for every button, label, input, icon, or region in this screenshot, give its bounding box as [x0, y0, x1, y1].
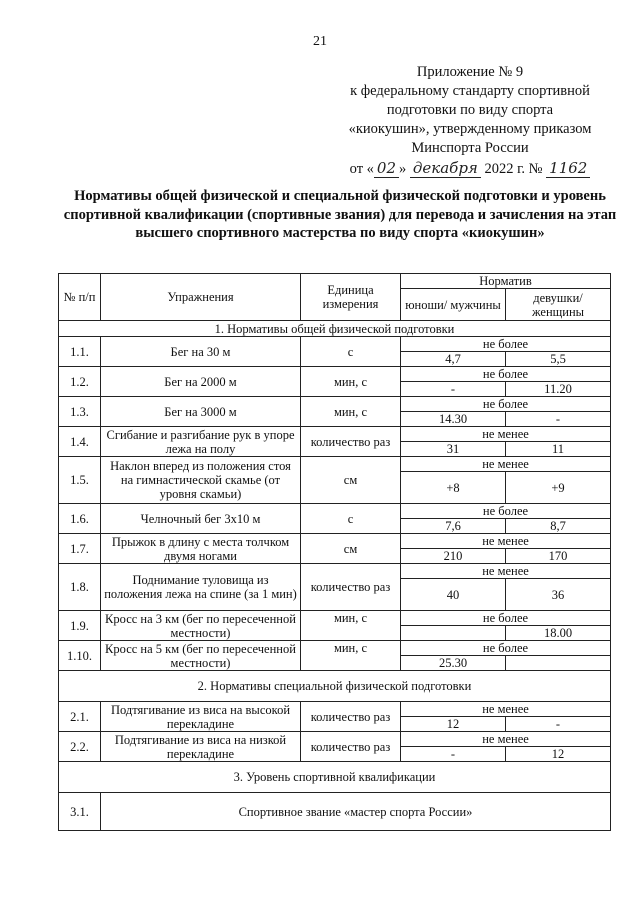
row-condition: не более [401, 641, 611, 656]
row-unit: количество раз [301, 702, 401, 732]
page-number: 21 [313, 34, 327, 49]
row-num: 1.5. [59, 457, 101, 504]
handwritten-order-number: 1162 [546, 159, 590, 178]
row-exercise: Бег на 3000 м [101, 397, 301, 427]
section-title: 1. Нормативы общей физической подготовки [59, 321, 611, 337]
row-exercise: Кросс на 5 км (бег по пересеченной местности) [101, 641, 301, 671]
date-mid: » [399, 161, 407, 177]
row-exercise: Подтягивание из виса на низкой перекладине [101, 732, 301, 762]
row-unit: мин, с [301, 611, 401, 641]
row-unit: с [301, 504, 401, 534]
header-num: № п/п [59, 274, 101, 321]
row-unit: см [301, 534, 401, 564]
row-exercise: Подтягивание из виса на высокой перекладине [101, 702, 301, 732]
row-girls: 170 [506, 549, 611, 564]
row-exercise: Прыжок в длину с места толчком двумя ногами [101, 534, 301, 564]
row-condition: не более [401, 504, 611, 519]
row-condition: не менее [401, 534, 611, 549]
row-boys: 7,6 [401, 519, 506, 534]
row-num: 2.2. [59, 732, 101, 762]
handwritten-day: 02 [374, 159, 399, 178]
header-unit: Единица измерения [301, 274, 401, 321]
row-girls: 18.00 [506, 626, 611, 641]
row-exercise: Кросс на 3 км (бег по пересеченной местности) [101, 611, 301, 641]
row-condition: не менее [401, 457, 611, 472]
row-condition: не менее [401, 564, 611, 579]
row-girls: - [506, 412, 611, 427]
row-boys: +8 [401, 472, 506, 504]
row-boys: 25.30 [401, 656, 506, 671]
row-num: 1.10. [59, 641, 101, 671]
row-condition: не менее [401, 702, 611, 717]
row-boys: - [401, 747, 506, 762]
row-boys: 14.30 [401, 412, 506, 427]
date-year: 2022 г. № [484, 161, 543, 177]
appendix-line: подготовки по виду спорта [386, 102, 554, 118]
row-boys: 210 [401, 549, 506, 564]
header-boys: юноши/ мужчины [401, 289, 506, 321]
row-condition: не более [401, 337, 611, 352]
row-num: 2.1. [59, 702, 101, 732]
section-title: 2. Нормативы специальной физической подготовки [59, 671, 611, 702]
row-girls: 36 [506, 579, 611, 611]
row-exercise: Челночный бег 3х10 м [101, 504, 301, 534]
appendix-line: «киокушин», утвержденному приказом [348, 121, 592, 137]
row-exercise: Наклон вперед из положения стоя на гимнастической скамье (от уровня скамьи) [101, 457, 301, 504]
row-unit: мин, с [301, 641, 401, 671]
row-num: 1.1. [59, 337, 101, 367]
row-condition: не более [401, 611, 611, 626]
row-boys: 31 [401, 442, 506, 457]
date-prefix: от « [349, 161, 374, 177]
appendix-line: Приложение № 9 [416, 64, 524, 80]
row-boys: 40 [401, 579, 506, 611]
row-num: 1.4. [59, 427, 101, 457]
row-condition: не более [401, 397, 611, 412]
row-unit: количество раз [301, 564, 401, 611]
header-exercise: Упражнения [101, 274, 301, 321]
row-num: 1.8. [59, 564, 101, 611]
row-condition: не менее [401, 732, 611, 747]
row-unit: с [301, 337, 401, 367]
appendix-line: к федеральному стандарту спортивной [350, 83, 590, 99]
row-girls: 12 [506, 747, 611, 762]
row-boys: 4,7 [401, 352, 506, 367]
appendix-block [330, 63, 610, 179]
row-num: 1.7. [59, 534, 101, 564]
order-date-line [330, 159, 610, 179]
row-num: 1.9. [59, 611, 101, 641]
row-unit: количество раз [301, 732, 401, 762]
qualification-text: Спортивное звание «мастер спорта России» [101, 793, 611, 831]
row-num: 1.6. [59, 504, 101, 534]
row-boys: 12 [401, 717, 506, 732]
row-girls: 11 [506, 442, 611, 457]
row-exercise: Сгибание и разгибание рук в упоре лежа на полу [101, 427, 301, 457]
row-num: 1.2. [59, 367, 101, 397]
row-girls: 8,7 [506, 519, 611, 534]
row-num: 1.3. [59, 397, 101, 427]
row-unit: мин, с [301, 397, 401, 427]
appendix-line: Минспорта России [411, 140, 529, 156]
row-girls: - [506, 717, 611, 732]
row-girls: 5,5 [506, 352, 611, 367]
row-girls [506, 656, 611, 671]
row-condition: не более [401, 367, 611, 382]
row-exercise: Поднимание туловища из положения лежа на спине (за 1 мин) [101, 564, 301, 611]
row-girls: 11.20 [506, 382, 611, 397]
row-girls: +9 [506, 472, 611, 504]
row-boys [401, 626, 506, 641]
row-unit: см [301, 457, 401, 504]
row-num: 3.1. [59, 793, 101, 831]
row-boys: - [401, 382, 506, 397]
norms-table [58, 273, 611, 831]
row-exercise: Бег на 30 м [101, 337, 301, 367]
header-norm: Норматив [401, 274, 611, 289]
row-unit: мин, с [301, 367, 401, 397]
row-condition: не менее [401, 427, 611, 442]
section-title: 3. Уровень спортивной квалификации [59, 762, 611, 793]
handwritten-month: декабря [410, 159, 481, 178]
header-girls: девушки/ женщины [506, 289, 611, 321]
row-unit: количество раз [301, 427, 401, 457]
document-title: Нормативы общей физической и специальной физической подготовки и уровень спортивной квалификации (спортивные звания) для перевода и зачисления на этап высшего спортивного мастерства по виду спорта «киокушин» [63, 188, 617, 241]
row-exercise: Бег на 2000 м [101, 367, 301, 397]
